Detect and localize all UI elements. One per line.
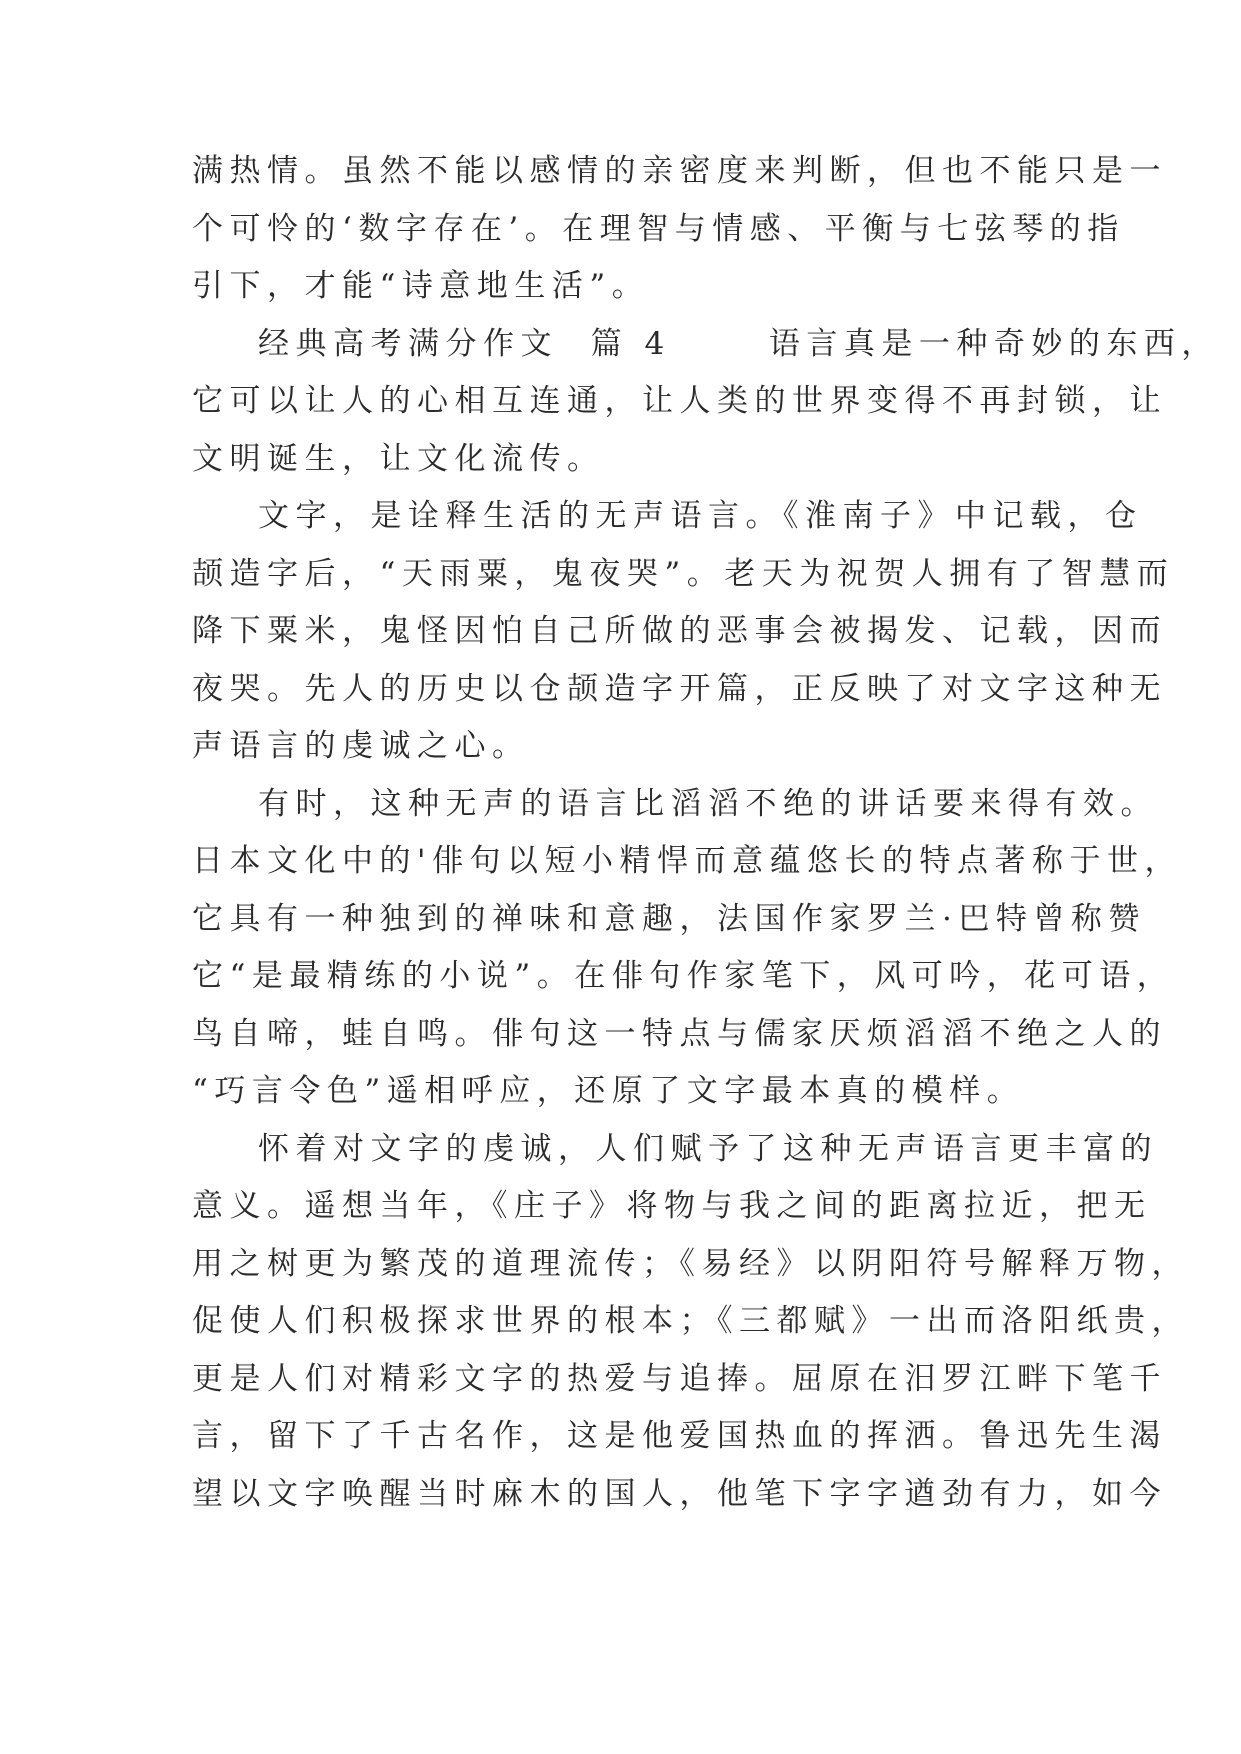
text-line: 夜哭。先人的历史以仓颉造字开篇，正反映了对文字这种无 [192,670,1167,707]
paragraph-first-line: 有时，这种无声的语言比滔滔不绝的讲话要来得有效。 [258,785,1158,822]
text-line: “巧言令色”遥相呼应，还原了文字最本真的模样。 [192,1073,1025,1109]
text-line: 用之树更为繁茂的道理流传；《易经》以阴阳符号解释万物， [192,1245,1189,1282]
text-line: 它可以让人的心相互连通，让人类的世界变得不再封锁，让 [192,383,1167,419]
text-line: 鸟自啼，蛙自鸣。俳句这一特点与儒家厌烦滔滔不绝之人的 [192,1015,1167,1052]
text-line: 降下粟米，鬼怪因怕自己所做的恶事会被揭发、记载，因而 [192,613,1167,649]
essay-body [192,143,1219,1523]
text-line: 个可怜的‘数字存在’。在理智与情感、平衡与七弦琴的指 [192,210,1125,247]
text-line: 声语言的虔诚之心。 [192,728,530,764]
text-line: 言，留下了千古名作，这是他爱国热血的挥洒。鲁迅先生渴 [192,1418,1167,1454]
text-line: 更是人们对精彩文字的热爱与追捧。屈原在汨罗江畔下笔千 [192,1360,1167,1397]
text-line: 日本文化中的'俳句以短小精悍而意蕴悠长的特点著称于世， [192,843,1183,879]
text-line: 它“是最精练的小说”。在俳句作家笔下，风可吟，花可语， [192,958,1175,994]
text-line: 文明诞生，让文化流传。 [192,440,605,477]
section-heading-line: 经典高考满分作文 篇 4 语言真是一种奇妙的东西， [258,325,1219,362]
text-line: 颉造字后，“天雨粟，鬼夜哭”。老天为祝贺人拥有了智慧而 [192,555,1175,592]
text-line: 满热情。虽然不能以感情的亲密度来判断，但也不能只是一 [192,153,1167,189]
text-line: 意义。遥想当年，《庄子》将物与我之间的距离拉近，把无 [192,1188,1152,1224]
paragraph-first-line: 怀着对文字的虔诚，人们赋予了这种无声语言更丰富的 [258,1130,1158,1167]
text-line: 望以文字唤醒当时麻木的国人，他笔下字字遒劲有力，如今 [192,1475,1167,1512]
text-line: 引下，才能“诗意地生活”。 [192,268,650,304]
paragraph-first-line: 文字，是诠释生活的无声语言。《淮南子》中记载，仓 [258,498,1143,534]
text-line: 它具有一种独到的禅味和意趣，法国作家罗兰·巴特曾称赞 [192,900,1146,937]
text-line: 促使人们积极探求世界的根本；《三都赋》一出而洛阳纸贵， [192,1303,1189,1339]
